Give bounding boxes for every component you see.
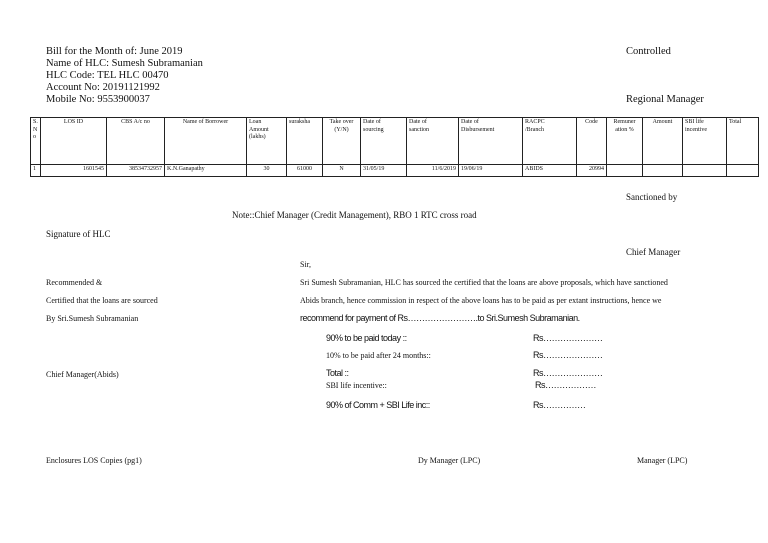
hlc-name: Name of HLC: Sumesh Subramanian — [46, 58, 203, 69]
cell-date-sanction: 11/6/2019 — [407, 165, 459, 177]
col-header-code: Code — [577, 118, 607, 165]
cell-date-disbursement: 19/06/19 — [459, 165, 523, 177]
col-header-loan-amount: Loan Amount (lakhs) — [247, 118, 287, 165]
dy-manager-label: Dy Manager (LPC) — [418, 456, 481, 465]
loans-table — [30, 117, 759, 177]
col-header-date-sanction: Date of sanction — [407, 118, 459, 165]
cell-takeover: N — [323, 165, 361, 177]
payment-90-rs: Rs………………… — [533, 333, 603, 343]
col-header-date-disbursement: Date of Disbursement — [459, 118, 523, 165]
payment-total-label: Total :: — [326, 368, 349, 378]
payment-sbi-label: SBI life incentive:: — [326, 381, 387, 390]
payment-90-label: 90% to be paid today :: — [326, 333, 407, 343]
cell-remuneration — [607, 165, 643, 177]
cell-borrower: K.N.Ganapathy — [165, 165, 247, 177]
payment-sbi-rs: Rs……………… — [535, 380, 596, 390]
cell-date-sourcing: 31/05/19 — [361, 165, 407, 177]
controlled-label: Controlled — [626, 46, 671, 57]
cell-los-id: 1601545 — [41, 165, 107, 177]
col-header-sno: S. N o — [31, 118, 41, 165]
cell-sno: 1 — [31, 165, 41, 177]
sanctioned-by-label: Sanctioned by — [626, 192, 678, 202]
chief-manager-abids-label: Chief Manager(Abids) — [46, 370, 119, 379]
table-row — [31, 165, 759, 177]
mobile-no: Mobile No: 9553900037 — [46, 94, 150, 105]
letter-line-1: Sri Sumesh Subramanian, HLC has sourced the certified that the loans are above proposals, which have sanctioned — [300, 278, 668, 287]
cell-loan-amount: 30 — [247, 165, 287, 177]
col-header-date-sourcing: Date of sourcing — [361, 118, 407, 165]
recommended-label: Recommended & — [46, 278, 103, 287]
col-header-los-id: LOS ID — [41, 118, 107, 165]
account-no: Account No: 20191121992 — [46, 82, 160, 93]
cell-total — [727, 165, 759, 177]
letter-salutation: Sir, — [300, 260, 312, 269]
chief-manager-label: Chief Manager — [626, 247, 681, 257]
regional-manager-label: Regional Manager — [626, 94, 704, 105]
payment-comm-label: 90% of Comm + SBI Life inc:: — [326, 400, 430, 410]
col-header-borrower: Name of Borrower — [165, 118, 247, 165]
enclosures-label: Enclosures LOS Copies (pg1) — [46, 456, 142, 465]
payment-10-label: 10% to be paid after 24 months:: — [326, 351, 431, 360]
cell-racpc: ABIDS — [523, 165, 577, 177]
bill-month: Bill for the Month of: June 2019 — [46, 46, 183, 57]
payment-10-rs: Rs………………… — [533, 350, 603, 360]
note-text: Note::Chief Manager (Credit Management), RBO 1 RTC cross road — [232, 210, 477, 220]
hlc-code: HLC Code: TEL HLC 00470 — [46, 70, 169, 81]
col-header-remuneration: Remuner ation % — [607, 118, 643, 165]
col-header-suraksha: suraksha — [287, 118, 323, 165]
col-header-racpc: RACPC /Branch — [523, 118, 577, 165]
payment-comm-rs: Rs…………… — [533, 400, 586, 410]
cell-sbi-life — [683, 165, 727, 177]
col-header-cbs-ac: CBS A/c no — [107, 118, 165, 165]
col-header-takeover: Take over (Y/N) — [323, 118, 361, 165]
cell-amount — [643, 165, 683, 177]
cell-code: 20994 — [577, 165, 607, 177]
col-header-total: Total — [727, 118, 759, 165]
col-header-sbi-life: SBI life incentive — [683, 118, 727, 165]
certified-label: Certified that the loans are sourced — [46, 296, 158, 305]
signature-hlc-label: Signature of HLC — [46, 229, 111, 239]
letter-line-2: Abids branch, hence commission in respect of the above loans has to be paid as per extant instructions, hence we — [300, 296, 662, 305]
letter-line-3: recommend for payment of Rs…………………….to Sri.Sumesh Subramanian. — [300, 313, 580, 323]
manager-lpc-label: Manager (LPC) — [637, 456, 688, 465]
table-header-row — [31, 118, 759, 165]
cell-cbs-ac: 38534732957 — [107, 165, 165, 177]
col-header-amount: Amount — [643, 118, 683, 165]
payment-total-rs: Rs………………… — [533, 368, 603, 378]
by-hlc-label: By Sri.Sumesh Subramanian — [46, 314, 139, 323]
cell-suraksha: 61000 — [287, 165, 323, 177]
